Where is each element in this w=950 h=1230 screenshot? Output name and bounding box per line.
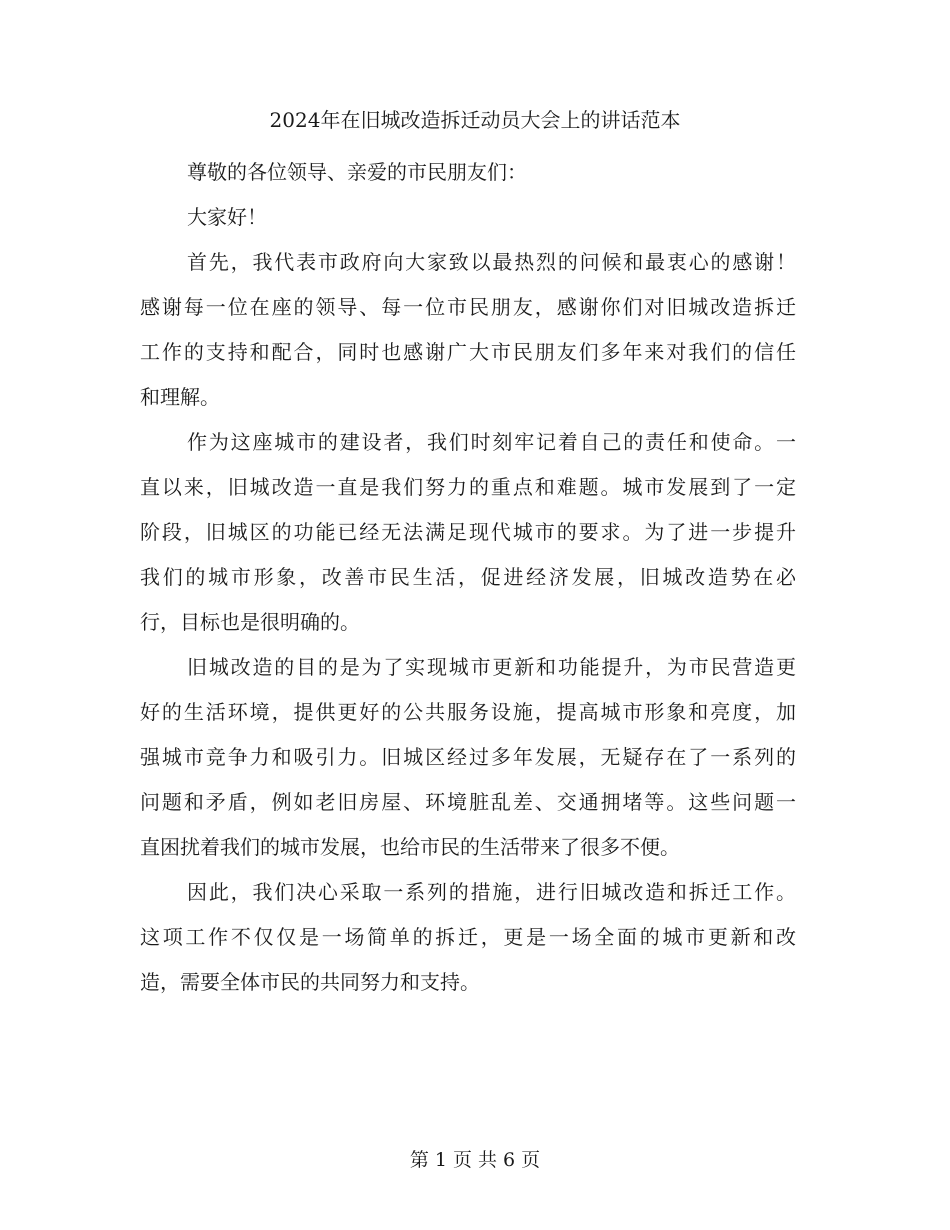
text-line: 首先，我代表市政府向大家致以最热烈的问候和最衷心的感谢！ (187, 250, 796, 274)
text-line: 这项工作不仅仅是一场简单的拆迁，更是一场全面的城市更新和改 (140, 925, 796, 949)
text-line: 好的生活环境，提供更好的公共服务设施，提高城市形象和亮度，加 (140, 700, 796, 724)
page-footer: 第 1 页 共 6 页 (409, 1149, 541, 1171)
text-line: 旧城改造的目的是为了实现城市更新和功能提升，为市民营造更 (187, 655, 796, 679)
text-line: 因此，我们决心采取一系列的措施，进行旧城改造和拆迁工作。 (187, 880, 796, 904)
text-line: 工作的支持和配合，同时也感谢广大市民朋友们多年来对我们的信任 (140, 340, 796, 364)
text-line: 和理解。 (140, 385, 220, 409)
text-line: 行，目标也是很明确的。 (140, 610, 360, 634)
text-line: 强城市竞争力和吸引力。旧城区经过多年发展，无疑存在了一系列的 (140, 745, 796, 769)
text-line: 我们的城市形象，改善市民生活，促进经济发展，旧城改造势在必 (140, 565, 796, 589)
document-body (140, 150, 796, 1005)
text-line: 尊敬的各位领导、亲爱的市民朋友们： (187, 160, 527, 184)
text-line: 大家好！ (187, 205, 267, 229)
document-title: 2024年在旧城改造拆迁动员大会上的讲话范本 (269, 108, 681, 132)
text-line: 直以来，旧城改造一直是我们努力的重点和难题。城市发展到了一定 (140, 475, 796, 499)
text-line: 阶段，旧城区的功能已经无法满足现代城市的要求。为了进一步提升 (140, 520, 796, 544)
text-line: 感谢每一位在座的领导、每一位市民朋友，感谢你们对旧城改造拆迁 (140, 295, 796, 319)
text-line: 作为这座城市的建设者，我们时刻牢记着自己的责任和使命。一 (187, 430, 796, 454)
text-line: 直困扰着我们的城市发展，也给市民的生活带来了很多不便。 (140, 835, 680, 859)
text-line: 问题和矛盾，例如老旧房屋、环境脏乱差、交通拥堵等。这些问题一 (140, 790, 796, 814)
text-line: 造，需要全体市民的共同努力和支持。 (140, 970, 480, 994)
